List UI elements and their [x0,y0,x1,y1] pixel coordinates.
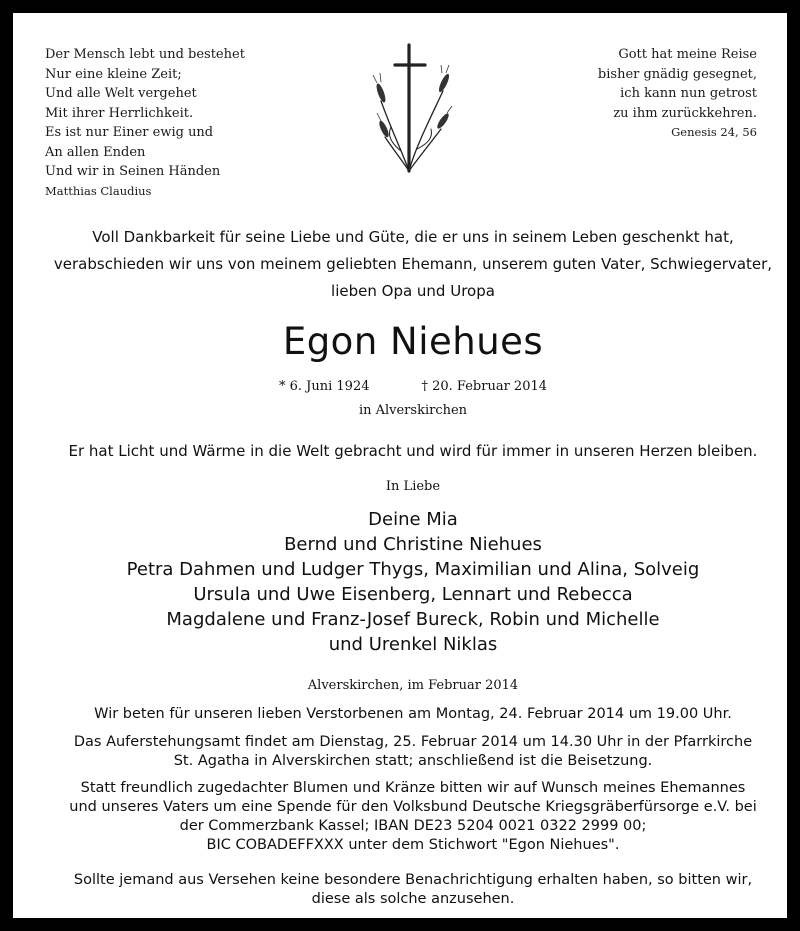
notification-line: Sollte jemand aus Versehen keine besondere Benachrichtigung erhalten haben, so bitten wir, [73,872,753,888]
poem-right-line: Gott hat meine Reise [618,47,757,62]
poem-left-line: Und wir in Seinen Händen [45,164,221,179]
intro-line: verabschieden wir uns von meinem geliebten Ehemann, unserem guten Vater, Schwiegervater, [53,255,773,273]
family-list [13,507,800,657]
intro-text [13,224,800,305]
death-date: † 20. Februar 2014 [421,379,548,394]
poem-right-line: bisher gnädig gesegnet, [597,66,757,82]
family-line: Magdalene und Franz-Josef Bureck, Robin und Michelle [166,609,660,630]
in-liebe: In Liebe [385,479,441,494]
memorial-quote: Er hat Licht und Wärme in die Welt gebracht und wird für immer in unseren Herzen bleiben. [68,442,758,460]
poem-left-line: Mit ihrer Herrlichkeit. [45,105,194,121]
family-line: Petra Dahmen und Ludger Thygs, Maximilian und Alina, Solveig [126,559,700,580]
poem-left [45,45,245,201]
donation-line: BIC COBADEFFXXX unter dem Stichwort "Egon Niehues". [206,837,620,853]
deceased-name: Egon Niehues [282,320,544,363]
mass-line: St. Agatha in Alverskirchen statt; anschließend ist die Beisetzung. [173,753,653,769]
poem-right-line: zu ihm zurückkehren. [613,105,757,121]
prayer-notice [13,705,800,724]
family-line: Bernd und Christine Niehues [284,534,542,555]
intro-line: lieben Opa und Uropa [331,282,495,300]
family-line: Deine Mia [368,509,458,530]
life-dates [13,377,800,397]
mass-line: Das Auferstehungsamt findet am Dienstag, 25. Februar 2014 um 14.30 Uhr in der Pfarrkirche [73,734,753,750]
poem-left-line: Der Mensch lebt und bestehet [45,47,245,62]
family-line: und Urenkel Niklas [328,634,498,655]
prayer-line: Wir beten für unseren lieben Verstorbenen am Montag, 24. Februar 2014 um 19.00 Uhr. [94,706,732,722]
cross-with-wheat-icon [371,39,461,179]
mass-notice [13,733,800,771]
poem-left-line: Es ist nur Einer ewig und [45,125,214,140]
donation-line: und unseres Vaters um eine Spende für den Volksbund Deutsche Kriegsgräberfürsorge e.V. bei [69,799,757,815]
poem-left-line: Nur eine kleine Zeit; [45,66,182,82]
poem-left-line: An allen Enden [45,144,146,160]
dateline: Alverskirchen, im Februar 2014 [307,678,519,693]
poem-right-source: Genesis 24, 56 [671,125,757,139]
donation-line: der Commerzbank Kassel; IBAN DE23 5204 0021 0322 2999 00; [179,818,647,834]
poem-right [598,45,757,143]
poem-left-author: Matthias Claudius [45,183,152,198]
donation-line: Statt freundlich zugedachter Blumen und Kränze bitten wir auf Wunsch meines Ehemannes [80,780,746,796]
birth-place: in Alverskirchen [358,403,468,418]
family-line: Ursula und Uwe Eisenberg, Lennart und Rebecca [193,584,633,605]
notification-line: diese als solche anzusehen. [311,891,515,907]
intro-line: Voll Dankbarkeit für seine Liebe und Güte, die er uns in seinem Leben geschenkt hat, [92,228,734,246]
poem-right-line: ich kann nun getrost [620,86,757,101]
birth-date: * 6. Juni 1924 [278,379,370,394]
donation-notice [13,779,800,855]
notification-notice [13,871,800,909]
poem-left-line: Und alle Welt vergehet [45,86,197,101]
